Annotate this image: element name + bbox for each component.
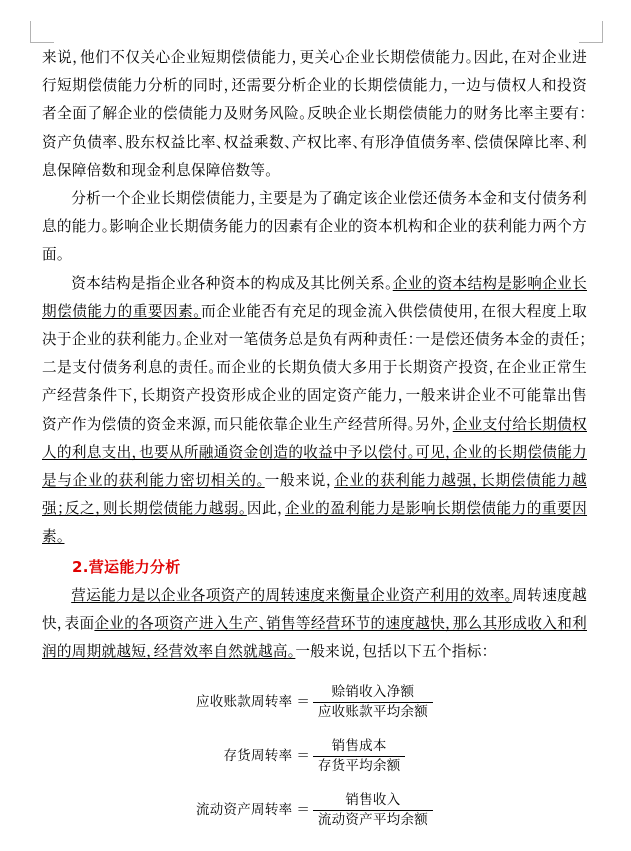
fraction	[313, 792, 433, 829]
fraction-denominator: 应收账款平均余额	[313, 702, 433, 721]
equals-sign: ＝	[296, 694, 310, 711]
underlined-text-run: 企业的资本结构是影响企业长期偿债能力的重要因素。	[42, 274, 587, 320]
fraction-denominator: 流动资产平均余额	[313, 810, 433, 829]
section-heading-operating-capacity: 2.营运能力分析	[72, 557, 181, 576]
paragraph-intro	[42, 44, 587, 185]
formula-current-assets-turnover	[42, 792, 587, 829]
paragraph-capital-structure	[42, 270, 587, 552]
paragraph-operating-capacity	[42, 582, 587, 667]
fraction-denominator: 存货平均余额	[313, 756, 406, 775]
fraction	[313, 738, 406, 775]
underlined-text-run: 企业的获利能力越强，长期偿债能力越强；反之，则长期偿债能力越弱。	[42, 472, 587, 518]
text-run: 一般来说，	[264, 472, 335, 490]
fraction-numerator: 销售成本	[331, 738, 387, 755]
crop-mark-top-left-icon	[30, 21, 54, 43]
text-run: 分析一个企业长期偿债能力，主要是为了确定该企业偿还债务本金和支付债务利息的能力。影响企业长期债务能力的因素有企业的资本机构和企业的获利能力两个方面。	[42, 190, 587, 264]
text-run: 一般来说，包括以下五个指标：	[295, 643, 490, 661]
crop-mark-top-right-icon	[579, 21, 603, 43]
document-body	[42, 44, 587, 829]
fraction-numerator: 销售收入	[345, 791, 401, 808]
formula-label: 应收账款周转率	[195, 694, 293, 711]
formula-label: 存货周转率	[223, 747, 293, 764]
fraction-numerator: 赊销收入净额	[331, 684, 415, 701]
text-run: 因此，	[246, 500, 285, 518]
formula-receivables-turnover	[42, 684, 587, 721]
text-run: 而企业能否有充足的现金流入供偿债使用，在很大程度上取决于企业的获利能力。企业对一笔债务总是负有两种责任：一是偿还债务本金的责任；二是支付债务利息的责任。而企业的长期负债大多用于长期资产投资，在企业正常生产经营条件下，长期资产投资形成企业的固定资产能力，一般来讲企业不可能靠出售资产作为偿债的资金来源，而只能依靠企业生产经营所得。另外，	[42, 302, 587, 433]
underlined-text-run: 企业的各项资产进入生产、销售等经营环节的速度越快，那么其形成收入和利润的周期就越短，经营效率自然就越高。	[42, 614, 587, 661]
fraction	[313, 684, 433, 721]
paragraph-long-term-solvency	[42, 185, 587, 270]
text-run: 来说，他们不仅关心企业短期偿债能力，更关心企业长期偿债能力。因此，在对企业进行短期偿债能力分析的同时，还需要分析企业的长期偿债能力，一边与债权人和投资者全面了解企业的偿债能力及财务风险。反映企业长期偿债能力的财务比率主要有：资产负债率、股东权益比率、权益乘数、产权比率、有形净值债务率、偿债保障比率、利息保障倍数和现金利息保障倍数等。	[42, 49, 587, 179]
formula-list	[42, 684, 587, 828]
underlined-text-run: 企业的盈利能力是影响长期偿债能力的重要因素。	[42, 500, 588, 546]
text-run: 周转速度越快，表面	[42, 586, 587, 632]
underlined-text-run: 营运能力是以企业各项资产的周转速度来衡量企业资产利用的效率。	[71, 586, 513, 604]
underlined-text-run: 企业支付给长期债权人的利息支出，也要从所融通资金创造的收益中予以偿付。可见，企业的长期偿债能力是与企业的获利能力密切相关的。	[42, 415, 587, 490]
equals-sign: ＝	[296, 801, 310, 818]
text-run: 资本结构是指企业各种资本的构成及其比例关系。	[71, 274, 393, 292]
formula-label: 流动资产周转率	[195, 801, 293, 818]
formula-inventory-turnover	[42, 738, 587, 775]
equals-sign: ＝	[296, 747, 310, 764]
